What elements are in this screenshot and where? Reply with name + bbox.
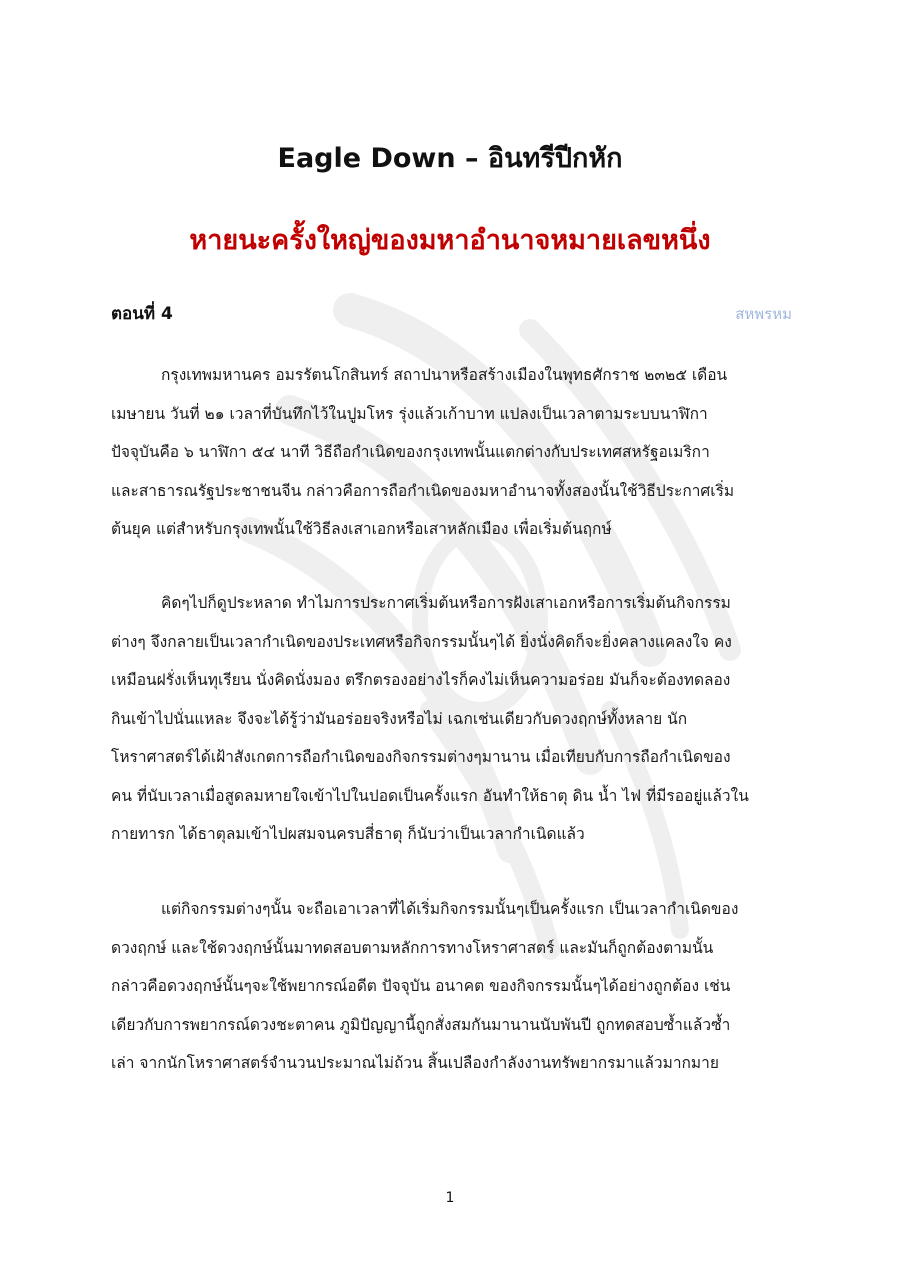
paragraph-2 bbox=[111, 584, 791, 854]
paragraph-3 bbox=[111, 890, 791, 1083]
paragraph-line: เดียวกับการพยากรณ์ดวงชะตาคน ภูมิปัญญานี้ถูกสั่งสมกันมานานนับพันปี ถูกทดสอบซ้ำแล้วซ้ำ bbox=[111, 1015, 731, 1034]
paragraph-line: เล่า จากนักโหราศาสตร์จำนวนประมาณไม่ถ้วน สิ้นเปลืองกำลังงานทรัพยากรมาแล้วมากมาย bbox=[111, 1054, 719, 1072]
chapter-heading: ตอนที่ 4 bbox=[111, 304, 173, 324]
paragraph-1 bbox=[111, 356, 791, 549]
document-title: Eagle Down – อินทรีปีกหัก bbox=[277, 143, 623, 174]
document-subtitle: หายนะครั้งใหญ่ของมหาอำนาจหมายเลขหนึ่ง bbox=[189, 225, 711, 256]
paragraph-line: เมษายน วันที่ ๒๑ เวลาที่บันทึกไว้ในปูมโหร รุ่งแล้วเก้าบาท แปลงเป็นเวลาตามระบบนาฬิกา bbox=[111, 404, 708, 423]
paragraph-line: โหราศาสตร์ได้เฝ้าสังเกตการถือกำเนิดของกิจกรรมต่างๆมานาน เมื่อเทียบกับการถือกำเนิดของ bbox=[111, 748, 731, 766]
author-name: สหพรหม bbox=[735, 305, 792, 323]
paragraph-line: ต่างๆ จึงกลายเป็นเวลากำเนิดของประเทศหรือกิจกรรมนั้นๆได้ ยิ่งนั่งคิดก็จะยิ่งคลางแคลงใจ คง bbox=[111, 632, 732, 651]
paragraph-line: คิดๆไปก็ดูประหลาด ทำไมการประกาศเริ่มต้นหรือการฝังเสาเอกหรือการเริ่มต้นกิจกรรม bbox=[161, 594, 731, 612]
paragraph-line: แต่กิจกรรมต่างๆนั้น จะถือเอาเวลาที่ได้เริ่มกิจกรรมนั้นๆเป็นครั้งแรก เป็นเวลากำเนิดของ bbox=[161, 900, 739, 918]
paragraph-line: กินเข้าไปนั่นแหละ จึงจะได้รู้ว่ามันอร่อยจริงหรือไม่ เฉกเช่นเดียวกับดวงฤกษ์ทั้งหลาย นัก bbox=[111, 709, 688, 728]
page-number: 1 bbox=[445, 1190, 455, 1206]
paragraph-line: ปัจจุบันคือ ๖ นาฬิกา ๕๔ นาที วิธีถือกำเนิดของกรุงเทพนั้นแตกต่างกับประเทศสหรัฐอเมริกา bbox=[111, 443, 710, 461]
paragraph-line: กายทารก ได้ธาตุลมเข้าไปผสมจนครบสี่ธาตุ ก็นับว่าเป็นเวลากำเนิดแล้ว bbox=[111, 825, 585, 843]
paragraph-line: ต้นยุค แต่สำหรับกรุงเทพนั้นใช้วิธีลงเสาเอกหรือเสาหลักเมือง เพื่อเริ่มต้นฤกษ์ bbox=[111, 520, 612, 538]
paragraph-line: คน ที่นับเวลาเมื่อสูดลมหายใจเข้าไปในปอดเป็นครั้งแรก อันทำให้ธาตุ ดิน น้ำ ไฟ ที่มีรออยู่แล้วใน bbox=[111, 786, 749, 805]
paragraph-line: และสาธารณรัฐประชาชนจีน กล่าวคือการถือกำเนิดของมหาอำนาจทั้งสองนั้นใช้วิธีประกาศเริ่ม bbox=[111, 481, 735, 500]
paragraph-line: ดวงฤกษ์ และใช้ดวงฤกษ์นั้นมาทดสอบตามหลักการทางโหราศาสตร์ และมันก็ถูกต้องตามนั้น bbox=[111, 938, 714, 957]
paragraph-line: กล่าวคือดวงฤกษ์นั้นๆจะใช้พยากรณ์อดีต ปัจจุบัน อนาคต ของกิจกรรมนั้นๆได้อย่างถูกต้อง เช่น bbox=[111, 977, 731, 995]
paragraph-line: กรุงเทพมหานคร อมรรัตนโกสินทร์ สถาปนาหรือสร้างเมืองในพุทธศักราช ๒๓๒๕ เดือน bbox=[161, 366, 728, 384]
paragraph-line: เหมือนฝรั่งเห็นทุเรียน นั่งคิดนั่งมอง ตรึกตรองอย่างไรก็คงไม่เห็นความอร่อย มันก็จะต้องทดลอง bbox=[111, 671, 731, 689]
